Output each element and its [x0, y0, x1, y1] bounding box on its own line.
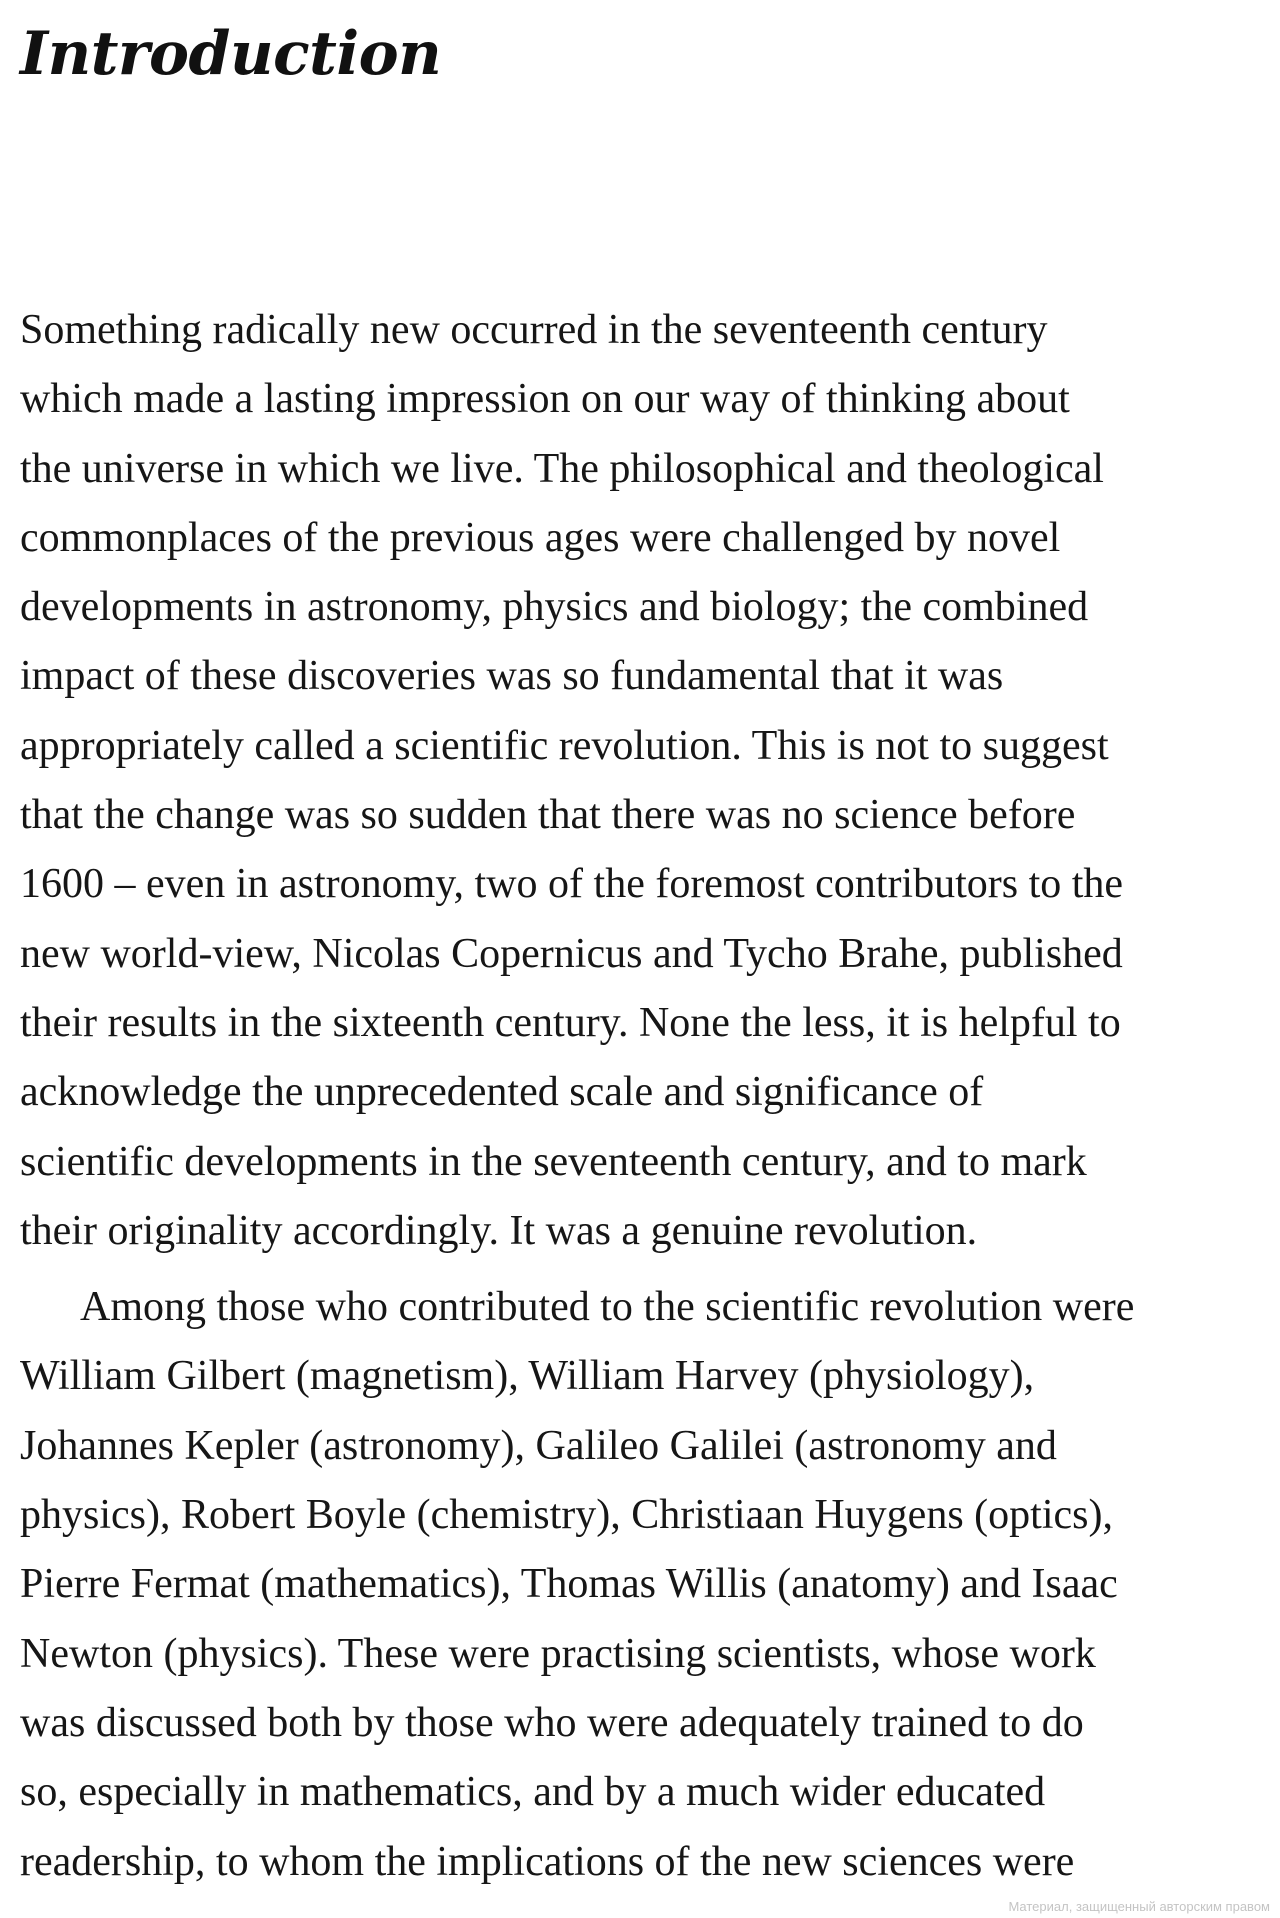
text-line: scientific developments in the seventeenth century, and to mark — [20, 1138, 1087, 1185]
text-line: their originality accordingly. It was a genuine revolution. — [20, 1207, 978, 1254]
paragraph-2 — [20, 1273, 1270, 1897]
copyright-watermark: Материал, защищенный авторским правом — [1008, 1899, 1270, 1914]
text-line: 1600 – even in astronomy, two of the foremost contributors to the — [20, 861, 1124, 908]
text-line: appropriately called a scientific revolution. This is not to suggest — [20, 722, 1109, 769]
paragraph-1 — [20, 296, 1270, 1266]
text-line: Newton (physics). These were practising scientists, whose work — [20, 1630, 1096, 1677]
text-line: was discussed both by those who were adequately trained to do — [20, 1699, 1084, 1746]
text-line: new world-view, Nicolas Copernicus and Tycho Brahe, published — [20, 930, 1123, 977]
text-line: Pierre Fermat (mathematics), Thomas Willis (anatomy) and Isaac — [20, 1561, 1118, 1608]
text-line: commonplaces of the previous ages were challenged by novel — [20, 514, 1061, 561]
text-line: which made a lasting impression on our way of thinking about — [20, 376, 1070, 423]
text-line: their results in the sixteenth century. None the less, it is helpful to — [20, 999, 1121, 1046]
text-line: that the change was so sudden that there was no science before — [20, 792, 1076, 839]
chapter-title: Introduction — [20, 19, 442, 89]
text-line: Something radically new occurred in the seventeenth century — [20, 307, 1048, 353]
text-line: the universe in which we live. The philosophical and theological — [20, 445, 1104, 492]
text-line: William Gilbert (magnetism), William Harvey (physiology), — [20, 1353, 1035, 1400]
text-line: acknowledge the unprecedented scale and significance of — [20, 1069, 984, 1116]
paragraph-gap — [20, 1266, 1270, 1273]
text-line: physics), Robert Boyle (chemistry), Christiaan Huygens (optics), — [20, 1492, 1113, 1539]
body-text — [20, 296, 1270, 1897]
text-line: so, especially in mathematics, and by a much wider educated — [20, 1769, 1046, 1816]
text-line: developments in astronomy, physics and biology; the combined — [20, 584, 1089, 631]
text-line: Among those who contributed to the scientific revolution were — [80, 1284, 1135, 1331]
text-line: readership, to whom the implications of the new sciences were — [20, 1838, 1075, 1885]
text-line: Johannes Kepler (astronomy), Galileo Galilei (astronomy and — [20, 1422, 1057, 1469]
text-line: impact of these discoveries was so fundamental that it was — [20, 653, 1004, 700]
